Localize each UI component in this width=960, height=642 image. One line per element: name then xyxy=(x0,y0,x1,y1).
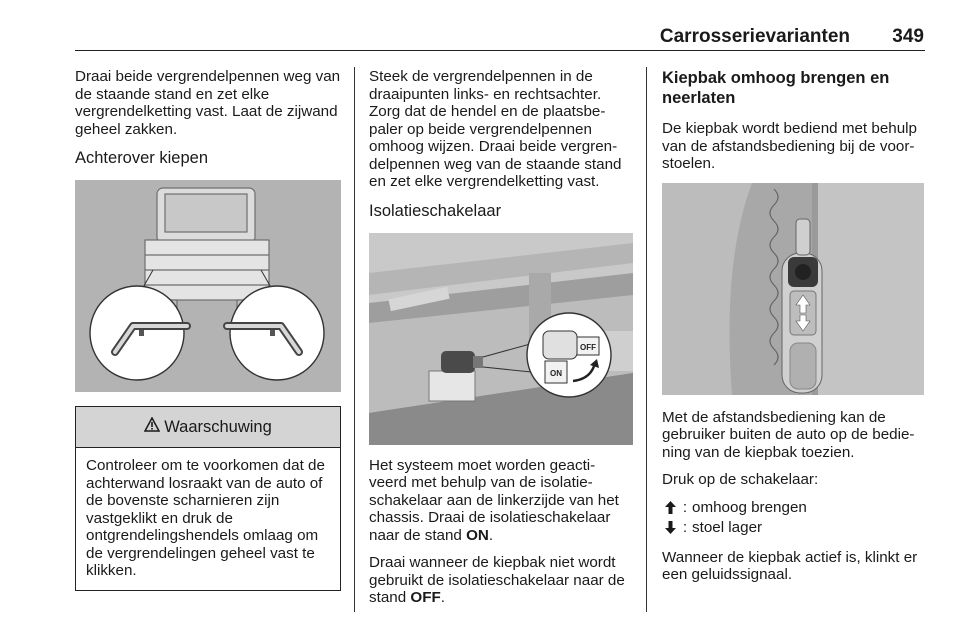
activation-paragraph xyxy=(369,457,633,545)
activation-text: Het systeem moet worden geacti-veerd met behulp van de isolatie-schakelaar aan de linkerzijde van het chassis. Draai de isolatieschakelaar naar de stand xyxy=(369,456,619,544)
isolation-switch-figure xyxy=(369,233,633,445)
period: . xyxy=(488,526,494,544)
on-label: ON xyxy=(550,368,562,378)
warning-box xyxy=(75,406,341,591)
section-heading-tilt-back: Achterover kiepen xyxy=(75,149,208,167)
warning-body xyxy=(76,448,340,590)
tailgate-hinge-figure xyxy=(75,180,341,392)
on-state-label: ON xyxy=(466,526,489,544)
legend-separator: : xyxy=(682,498,688,516)
page-number: 349 xyxy=(892,26,924,47)
legend-item-lower xyxy=(662,519,928,537)
off-label: OFF xyxy=(580,342,596,352)
press-switch-paragraph: Druk op de schakelaar: xyxy=(662,471,819,488)
off-state-label: OFF xyxy=(410,589,441,606)
intro-paragraph: De kiepbak wordt bediend met behulp van de afstandsbediening bij de voor-stoelen. xyxy=(662,120,917,172)
arrow-down-icon xyxy=(662,519,678,537)
warning-triangle-icon xyxy=(144,417,160,437)
legend-separator: : xyxy=(682,518,688,536)
period: . xyxy=(440,589,445,606)
column-left xyxy=(75,68,341,591)
warning-title: Waarschuwing xyxy=(164,417,272,436)
section-heading-isolation-switch: Isolatieschakelaar xyxy=(369,201,502,220)
remote-usage-paragraph: Met de afstandsbediening kan de gebruiker buiten de auto op de bedie-ning van de kiepbak toezien. xyxy=(662,408,915,461)
column-divider xyxy=(646,67,647,612)
legend-text: omhoog brengen xyxy=(692,498,807,516)
legend-item-raise xyxy=(662,499,928,517)
intro-paragraph: Steek de vergrendelpennen in de draaipunten links- en rechtsachter. Zorg dat de hendel en de plaatsbe-paler op beide vergrendelpennen omhoog wijzen. Draai beide vergren-delpennen weg van de staande stand en zet elke vergrendelketting vast. xyxy=(369,68,622,190)
header-title: Carrosserievarianten xyxy=(659,26,850,47)
header-rule xyxy=(75,50,925,51)
column-divider xyxy=(354,67,355,612)
remote-control-figure xyxy=(662,183,924,395)
deactivation-paragraph xyxy=(369,554,633,607)
intro-paragraph: Draai beide vergrendelpennen weg van de staande stand en zet elke vergrendelketting vast. Laat de zijwand geheel zakken. xyxy=(75,68,341,138)
arrow-up-icon xyxy=(662,499,678,517)
warning-header xyxy=(76,407,340,448)
column-right xyxy=(662,68,928,594)
warning-text: Controleer om te voorkomen dat de achterwand losraakt van de auto of de bovenste scharnieren zijn vastgeklikt en druk de ontgrendelingshendels omlaag om de vergrendelingen geheel vast te klikken. xyxy=(86,457,325,579)
column-middle xyxy=(369,68,633,617)
section-heading-tipper: Kiepbak omhoog brengen en neerlaten xyxy=(662,69,890,107)
signal-paragraph: Wanneer de kiepbak actief is, klinkt er een geluidssignaal. xyxy=(662,548,918,583)
legend-text: stoel lager xyxy=(692,518,763,536)
button-legend xyxy=(662,499,928,537)
deactivation-text: Draai wanneer de kiepbak niet wordt gebruikt de isolatieschakelaar naar de stand xyxy=(369,554,625,606)
